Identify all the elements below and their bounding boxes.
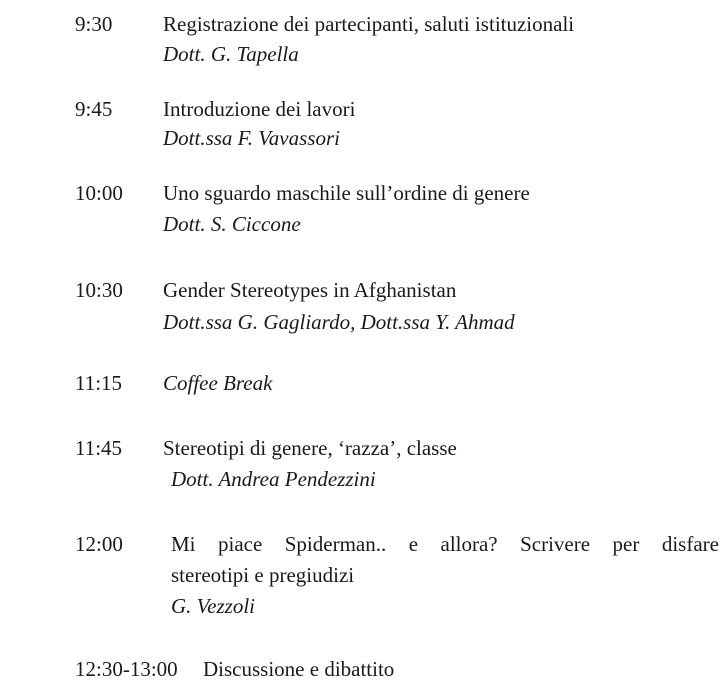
title-word: Spiderman.. xyxy=(284,532,387,556)
title-word: e xyxy=(408,532,419,556)
session-time: 11:15 xyxy=(75,371,123,395)
session-time: 10:30 xyxy=(75,278,123,302)
session-title: Uno sguardo maschile sull’ordine di genere xyxy=(163,181,530,205)
session-title: Discussione e dibattito xyxy=(203,657,395,681)
session-title-line xyxy=(171,534,719,555)
session-time: 12:30-13:00 xyxy=(75,657,178,681)
session-speaker: Dott. S. Ciccone xyxy=(163,212,301,236)
title-word: Mi xyxy=(171,532,196,556)
session-time: 9:45 xyxy=(75,97,113,121)
title-word: allora? xyxy=(440,532,498,556)
session-title: Stereotipi di genere, ‘razza’, classe xyxy=(163,436,457,460)
session-title: Registrazione dei partecipanti, saluti istituzionali xyxy=(163,12,575,36)
session-title: Coffee Break xyxy=(163,371,273,395)
title-word: per xyxy=(612,532,640,556)
session-speaker: Dott.ssa F. Vavassori xyxy=(163,126,340,150)
session-time: 12:00 xyxy=(75,532,123,556)
title-word: piace xyxy=(217,532,263,556)
session-time: 11:45 xyxy=(75,436,123,460)
session-time: 9:30 xyxy=(75,12,113,36)
session-time: 10:00 xyxy=(75,181,123,205)
session-title-line-2: stereotipi e pregiudizi xyxy=(171,563,355,587)
session-speaker: Dott. Andrea Pendezzini xyxy=(171,467,376,491)
session-title: Gender Stereotypes in Afghanistan xyxy=(163,278,457,302)
session-speaker: Dott. G. Tapella xyxy=(163,42,299,66)
session-speaker: Dott.ssa G. Gagliardo, Dott.ssa Y. Ahmad xyxy=(163,310,515,334)
session-title: Introduzione dei lavori xyxy=(163,97,356,121)
session-speaker: G. Vezzoli xyxy=(171,594,255,618)
title-word: disfare xyxy=(661,532,719,556)
title-word: Scrivere xyxy=(520,532,591,556)
